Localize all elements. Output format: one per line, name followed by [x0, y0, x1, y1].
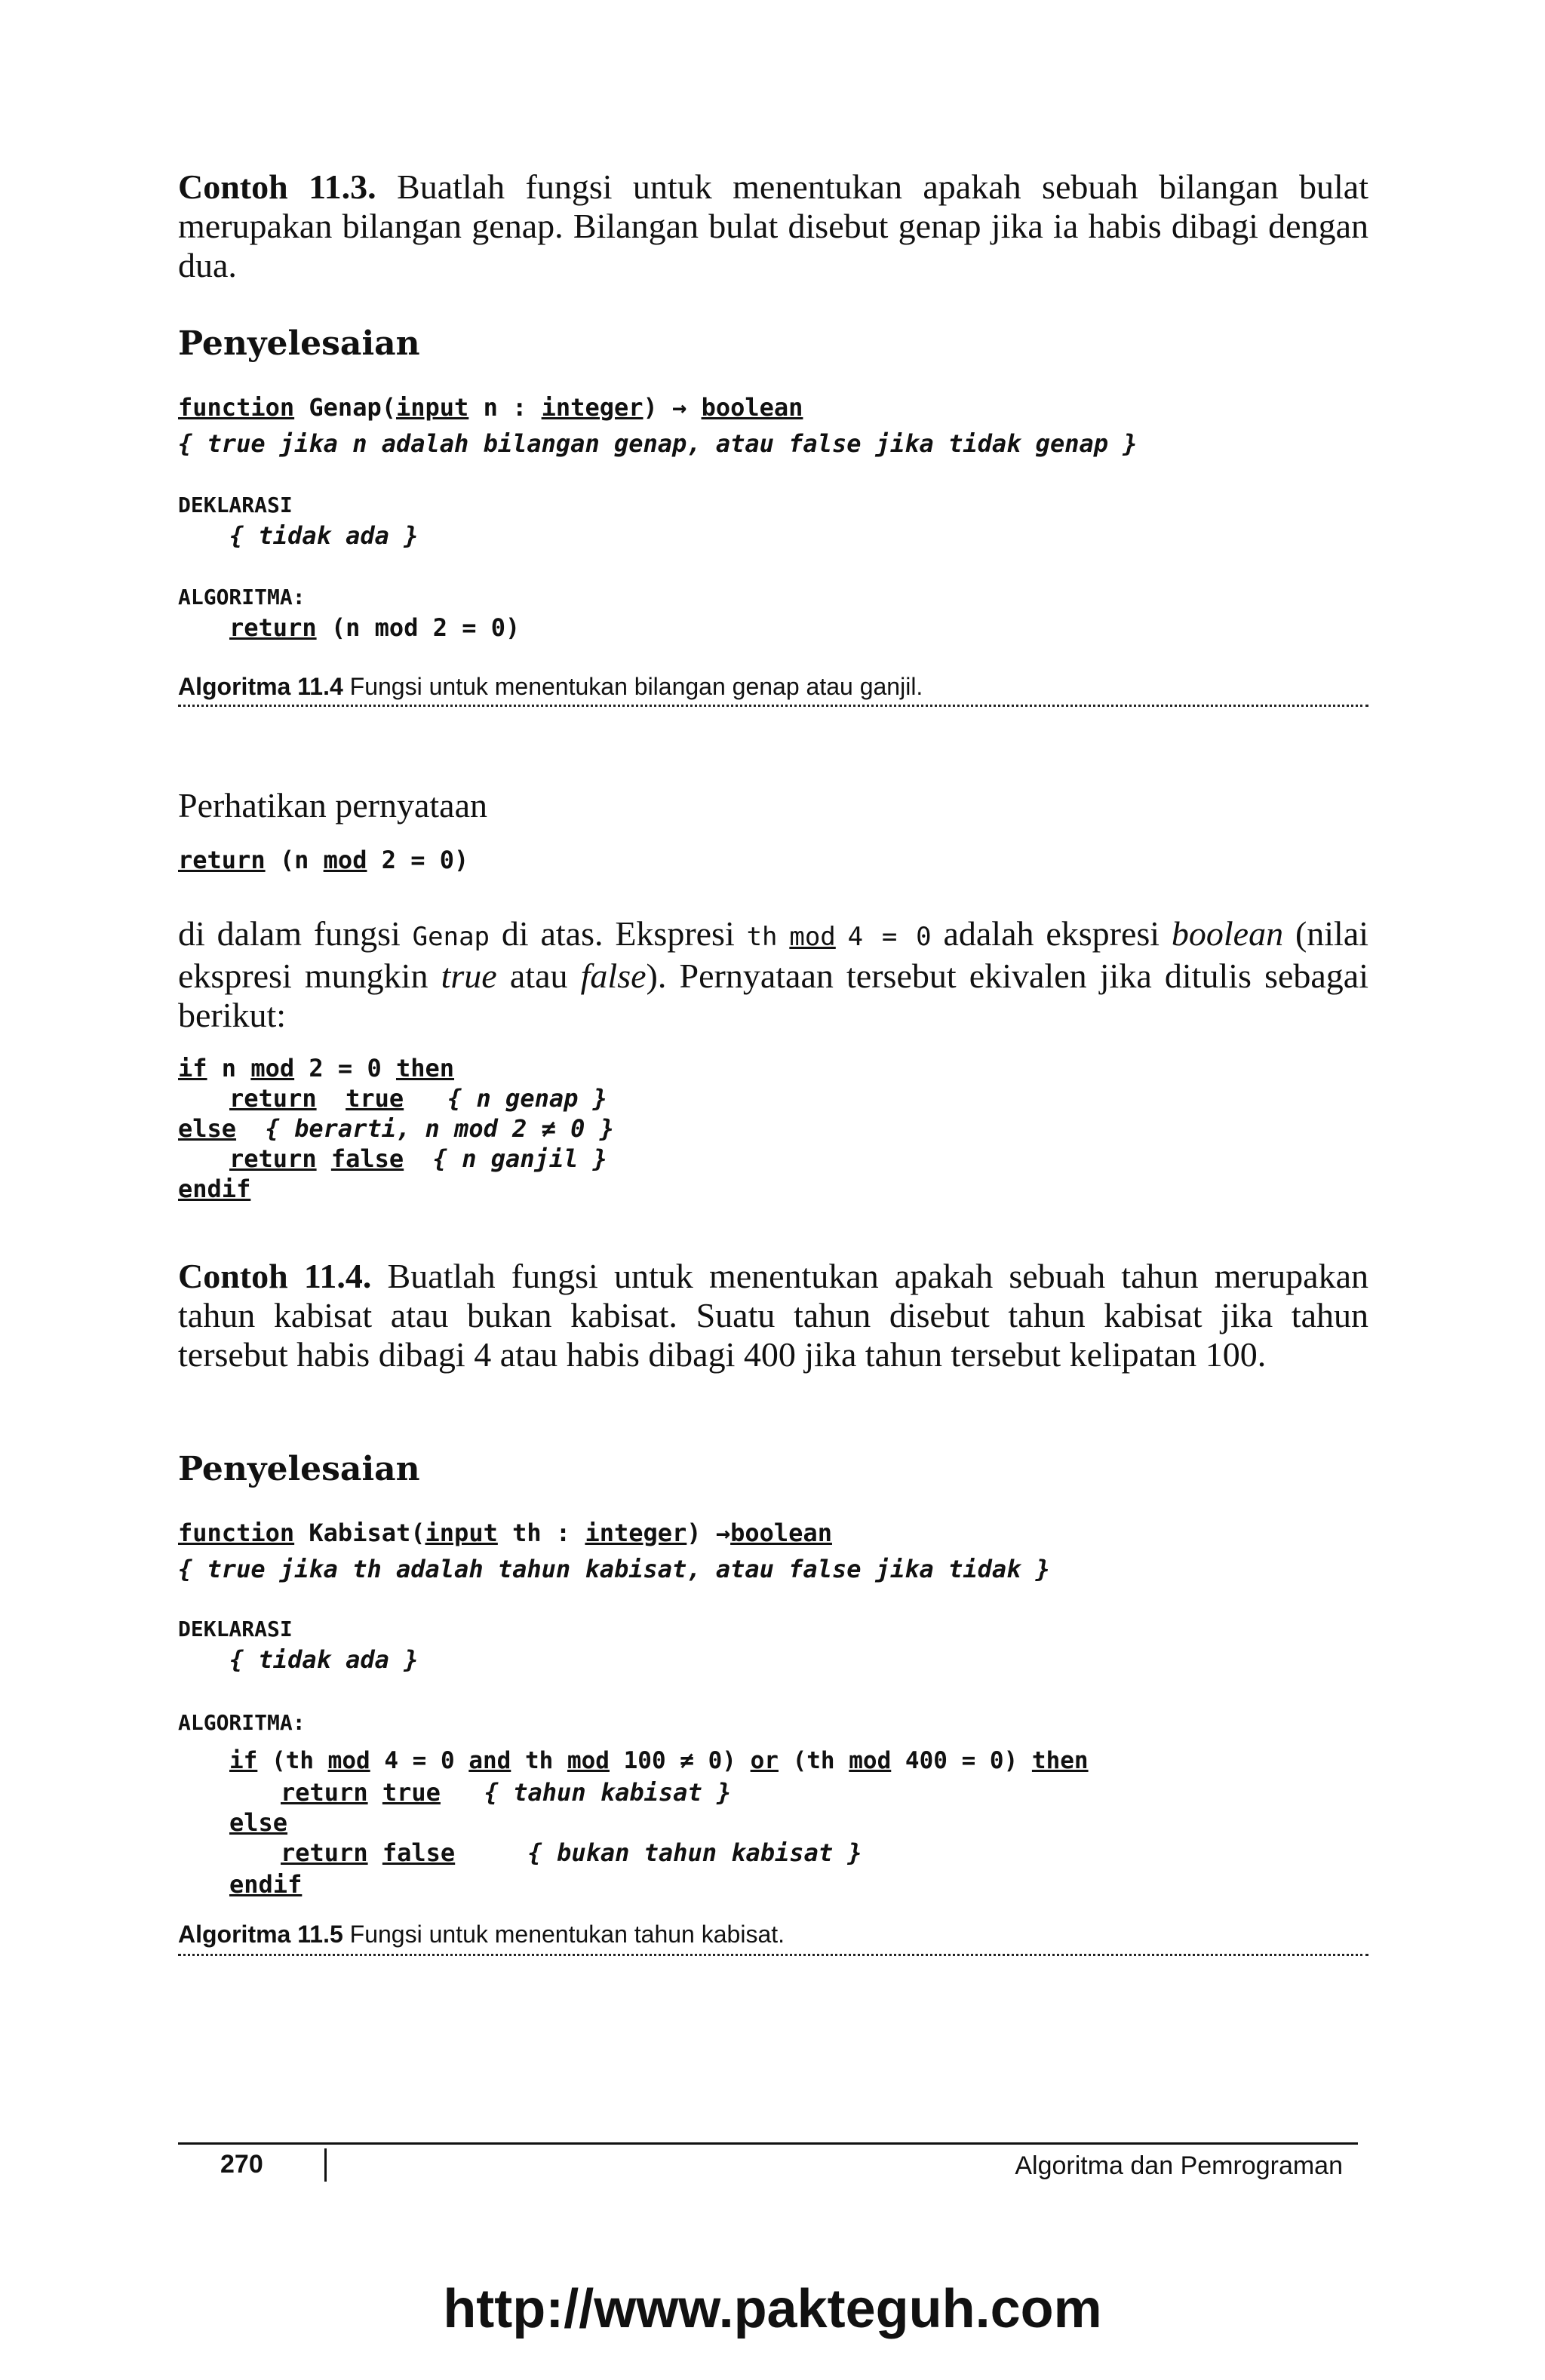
kw-endif: endif [229, 1870, 303, 1899]
kw-boolean: boolean [730, 1519, 832, 1547]
kw-and: and [468, 1747, 511, 1774]
deklarasi-comment: { tidak ada } [229, 1645, 419, 1674]
code-span: th [511, 1747, 567, 1774]
kw-else: else [178, 1114, 237, 1143]
footer-separator [324, 2148, 327, 2182]
else-line [229, 1807, 287, 1838]
kw-else: else [229, 1808, 288, 1837]
caption-label: Algoritma 11.4 [178, 673, 343, 700]
comment: { n ganjil } [432, 1144, 607, 1173]
else-line [178, 1113, 614, 1144]
kw-endif: endif [178, 1175, 251, 1203]
italic-boolean: boolean [1171, 914, 1284, 953]
algoritma-label: ALGORITMA: [178, 1710, 306, 1735]
deklarasi-label: DEKLARASI [178, 1617, 293, 1641]
arrow: ) → [686, 1519, 731, 1547]
endif-line [178, 1174, 250, 1204]
kw-input: input [425, 1519, 498, 1547]
kw-mod: mod [250, 1054, 295, 1083]
caption-algoritma-11-4 [178, 673, 923, 701]
perhatikan-text: Perhatikan pernyataan [178, 786, 487, 825]
if-condition-line [229, 1746, 1089, 1776]
kw-return: return [281, 1778, 368, 1807]
caption-divider [178, 705, 1368, 707]
caption-label: Algoritma 11.5 [178, 1921, 343, 1948]
italic-true: true [441, 957, 497, 995]
deklarasi-label: DEKLARASI [178, 493, 293, 517]
code-genap: Genap [412, 922, 490, 952]
kw-mod: mod [567, 1747, 610, 1774]
kw-then: then [1031, 1747, 1089, 1774]
return-false-line [281, 1838, 862, 1868]
text-span: ). Pernyataan tersebut ekivalen jika ditulis sebagai berikut: [178, 957, 1369, 1034]
param: th : [497, 1519, 585, 1547]
kw-function: function [178, 393, 295, 422]
kw-if: if [229, 1747, 258, 1774]
endif-line [229, 1869, 302, 1899]
code-span: (th [778, 1747, 849, 1774]
stmt-pre: (n [265, 846, 324, 874]
algo-11-5-header-line [178, 1518, 832, 1548]
return-true-line [281, 1777, 731, 1807]
comment: { berarti, n mod 2 ≠ 0 } [265, 1114, 614, 1143]
comment: { tahun kabisat } [484, 1778, 732, 1807]
code-span: 4 = 0 [370, 1747, 469, 1774]
kw-boolean: boolean [701, 393, 803, 422]
contoh-label: Contoh 11.3. [178, 167, 376, 206]
algoritma-label: ALGORITMA: [178, 585, 306, 610]
code-span: n [207, 1054, 251, 1083]
kw-mod: mod [849, 1747, 892, 1774]
page-number: 270 [220, 2150, 263, 2179]
return-line [229, 613, 520, 643]
kw-then: then [395, 1054, 455, 1083]
code-span: 2 = 0 [294, 1054, 396, 1083]
text-span: atau [496, 957, 581, 995]
return-false-line [229, 1144, 607, 1174]
deklarasi-comment: { tidak ada } [229, 521, 419, 550]
text-span: (nilai ekspresi mungkin [178, 914, 1369, 995]
function-name: Kabisat( [294, 1519, 425, 1547]
code-span: (th [257, 1747, 328, 1774]
kw-integer: integer [541, 393, 643, 422]
code-mod: mod [789, 922, 836, 952]
contoh-text: Buatlah fungsi untuk menentukan apakah sebuah bilangan bulat merupakan bilangan genap. Bilangan bulat disebut genap jika ia habis dibagi dengan dua. [178, 167, 1368, 284]
kw-return: return [229, 1084, 317, 1113]
kw-true: true [346, 1084, 404, 1113]
text-span: di atas. Ekspresi [490, 914, 747, 953]
kw-return: return [229, 1144, 317, 1173]
kw-false: false [330, 1144, 404, 1173]
code-span: 400 = 0) [891, 1747, 1032, 1774]
caption-text: Fungsi untuk menentukan tahun kabisat. [342, 1921, 785, 1948]
contoh-11-3-paragraph [178, 167, 1368, 285]
kw-input: input [395, 393, 469, 422]
contoh-label: Contoh 11.4. [178, 1257, 372, 1295]
kw-if: if [178, 1054, 207, 1083]
param: n : [468, 393, 542, 422]
text-span: di dalam fungsi [178, 914, 413, 953]
return-true-line [229, 1083, 607, 1113]
footer-rule [178, 2142, 1358, 2145]
return-expression: (n mod 2 = 0) [316, 613, 521, 642]
code-span: 100 ≠ 0) [609, 1747, 751, 1774]
comment: { bukan tahun kabisat } [527, 1838, 862, 1867]
watermark-url: http://www.pakteguh.com [443, 2279, 1102, 2339]
kw-true: true [382, 1778, 441, 1807]
kw-mod: mod [327, 1747, 370, 1774]
return-statement-example [178, 845, 468, 875]
arrow: ) → [643, 393, 702, 422]
comment: { n genap } [447, 1084, 607, 1113]
caption-algoritma-11-5 [178, 1921, 785, 1949]
text-span: adalah ekspresi [931, 914, 1172, 953]
function-name: Genap( [294, 393, 396, 422]
ekspresi-paragraph [178, 914, 1368, 1035]
italic-false: false [580, 957, 647, 995]
kw-mod: mod [323, 846, 367, 874]
if-line [178, 1053, 454, 1083]
algo-11-4-header-line [178, 392, 803, 422]
algo-11-4-comment: { true jika n adalah bilangan genap, atau false jika tidak genap } [178, 429, 1138, 458]
contoh-11-4-paragraph [178, 1257, 1368, 1374]
book-title: Algoritma dan Pemrograman [1015, 2151, 1343, 2180]
contoh-text: Buatlah fungsi untuk menentukan apakah sebuah tahun merupakan tahun kabisat atau bukan kabisat. Suatu tahun disebut tahun kabisat jika tahun tersebut habis dibagi 4 atau habis dibagi 400 jika tahun tersebut kelipatan 100. [178, 1257, 1369, 1374]
kw-or: or [750, 1747, 779, 1774]
kw-function: function [178, 1519, 295, 1547]
penyelesaian-heading: Penyelesaian [178, 324, 420, 363]
code-th: th [746, 922, 778, 952]
kw-integer: integer [585, 1519, 687, 1547]
kw-return: return [281, 1838, 368, 1867]
penyelesaian-heading: Penyelesaian [178, 1450, 420, 1488]
stmt-post: 2 = 0) [367, 846, 469, 874]
caption-text: Fungsi untuk menentukan bilangan genap atau ganjil. [342, 673, 923, 700]
kw-return: return [229, 613, 317, 642]
kw-false: false [382, 1838, 456, 1867]
kw-return: return [178, 846, 266, 874]
algo-11-5-comment: { true jika th adalah tahun kabisat, atau false jika tidak } [178, 1555, 1050, 1583]
code-expr: 4 = 0 [847, 922, 932, 952]
caption-divider [178, 1954, 1368, 1956]
